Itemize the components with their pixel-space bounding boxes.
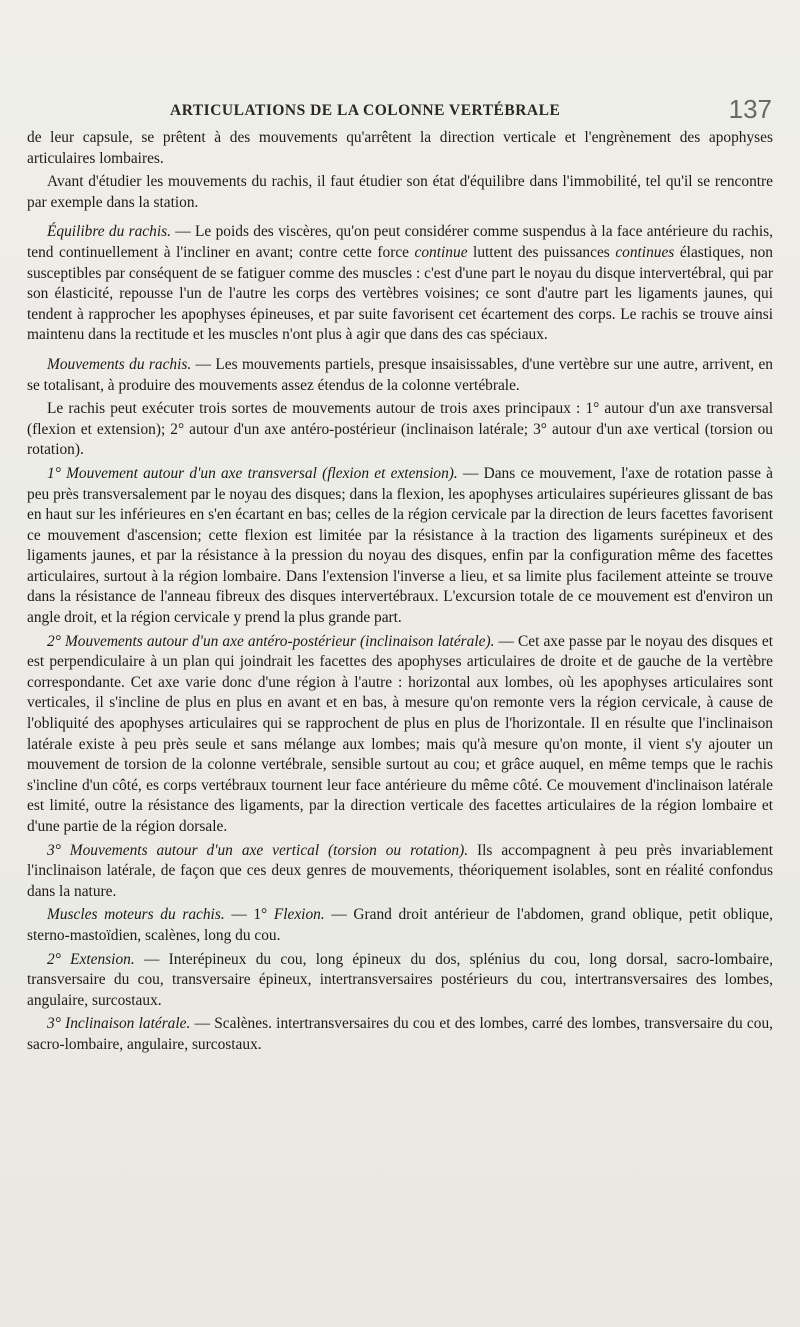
- section-heading: 1° Mouvement autour d'un axe transversal (flexion et extension).: [47, 464, 458, 482]
- paragraph-axe-antero-posterieur: 2° Mouvements autour d'un axe antéro-postérieur (inclinaison latérale). — Cet axe passe par le noyau des disques et est perpendiculaire à un plan qui joindrait les facettes des apophyses articulaires de droite et de gauche de la vertèbre correspondante. Cet axe varie donc d'une région à l'autre : horizontal aux lombes, où les apophyses articulaires sont verticales, il s'incline de plus en plus en avant et en bas, à mesure qu'on remonte vers la région cervicale, à cause de l'obliquité des apophyses articulaires qui se rapprochent de plus en plus de l'horizontale. Il en résulte que l'inclinaison latérale existe à peu près seule et sans mélange aux lombes; mais qu'à mesure qu'on monte, il vient s'y ajouter un mouvement de torsion de la colonne vertébrale, sensible surtout au cou; et grâce auquel, en même temps que le rachis s'incline d'un côté, es corps vertébraux tournent leur face antérieure du même côté. Ce mouvement d'inclinaison latérale est limité, outre la résistance des ligaments, par la direction verticale des facettes articulaires de la région lombaire et d'une partie de la région dorsale.: [27, 632, 773, 835]
- paragraph-muscles-inclinaison: 3° Inclinaison latérale. — Scalènes. intertransversaires du cou et des lombes, carré des lombes, transversaire du cou, sacro-lombaire, angulaire, surcostaux.: [27, 1015, 773, 1053]
- section-heading: Mouvements du rachis.: [47, 355, 192, 373]
- section-heading: Équilibre du rachis.: [47, 223, 171, 241]
- running-head: ARTICULATIONS DE LA COLONNE VERTÉBRALE: [170, 102, 561, 119]
- paragraph-capsule: de leur capsule, se prêtent à des mouvements qu'arrêtent la direction verticale et l'engrènement des apophyses articulaires lombaires.: [27, 129, 773, 167]
- section-heading: 3° Inclinaison latérale.: [47, 1015, 191, 1033]
- section-heading: 3° Mouvements autour d'un axe vertical (torsion ou rotation).: [47, 841, 469, 859]
- body-text: [27, 128, 773, 1059]
- paragraph-trois-axes: Le rachis peut exécuter trois sortes de mouvements autour de trois axes principaux : 1° autour d'un axe transversal (flexion et extension); 2° autour d'un axe antéro-postérieur (inclinaison latérale; 3° autour d'un axe vertical (torsion ou rotation).: [27, 400, 773, 459]
- section-heading: 2° Extension.: [47, 950, 135, 968]
- paragraph-muscles-extension: 2° Extension. — Interépineux du cou, long épineux du dos, splénius du cou, long dorsal, sacro-lombaire, transversaire du cou, transversaire épineux, intertransversaires postérieurs du cou, intertransversaires des lombes, angulaire, surcostaux.: [27, 950, 773, 1009]
- paragraph-equilibre-rachis: Équilibre du rachis. — Le poids des viscères, qu'on peut considérer comme suspendus à la face antérieure du rachis, tend continuellement à l'incliner en avant; contre cette force continue luttent des puissances continues élastiques, non susceptibles par conséquent de se fatiguer comme des muscles : c'est d'une part le noyau du disque intervertébral, qui par son élasticité, repousse l'un de l'autre les corps des vertèbres voisines; ce sont d'autre part les ligaments jaunes, qui tendent à rapprocher les apophyses épineuses, et par suite favorisent cet écartement des corps. Le rachis se trouve ainsi maintenu dans la rectitude et les muscles n'ont plus à agir que dans des cas spéciaux.: [27, 223, 773, 344]
- paragraph-axe-transversal: 1° Mouvement autour d'un axe transversal (flexion et extension). — Dans ce mouvement, l'axe de rotation passe à peu près transversalement par le noyau des disques; dans la flexion, les apophyses articulaires supérieures glissant de bas en haut sur les inférieures en s'en écartant en bas; celles de la région cervicale par la direction de leurs facettes favorisent ce mouvement d'ascension; cette flexion est limitée par la résistance à la traction des ligaments surépineux et des ligaments jaunes, et par la résistance à la pression du noyau des disques, enfin par la configuration même des facettes articulaires, surtout à la région lombaire. Dans l'extension l'inverse a lieu, et sa limite plus facilement atteinte se trouve dans la résistance de l'anneau fibreux des disques intervertébraux. L'excursion totale de ce mouvement est d'environ un angle droit, et la région cervicale y prend la plus grande part.: [27, 464, 774, 627]
- section-heading: 2° Mouvements autour d'un axe antéro-postérieur (inclinaison latérale).: [47, 632, 495, 650]
- paragraph-mouvements-rachis: Mouvements du rachis. — Les mouvements partiels, presque insaisissables, d'une vertèbre sur une autre, arrivent, en se totalisant, à produire des mouvements assez étendus de la colonne vertébrale.: [27, 355, 773, 394]
- paragraph-intro-equilibre: Avant d'étudier les mouvements du rachis, il faut étudier son état d'équilibre dans l'immobilité, tel qu'il se rencontre par exemple dans la station.: [27, 173, 773, 211]
- paragraph-axe-vertical: 3° Mouvements autour d'un axe vertical (torsion ou rotation). Ils accompagnent à peu près invariablement l'inclinaison latérale, de façon que ces deux genres de mouvements, théoriquement isolables, sont en réalité confondus dans la nature.: [27, 841, 773, 900]
- paragraph-muscles-flexion: Muscles moteurs du rachis. — 1° Flexion. — Grand droit antérieur de l'abdomen, grand oblique, petit oblique, sterno-mastoïdien, scalènes, long du cou.: [27, 906, 773, 944]
- section-heading: Muscles moteurs du rachis.: [47, 906, 225, 924]
- page-header: [0, 94, 800, 126]
- page-number: 137: [728, 94, 772, 124]
